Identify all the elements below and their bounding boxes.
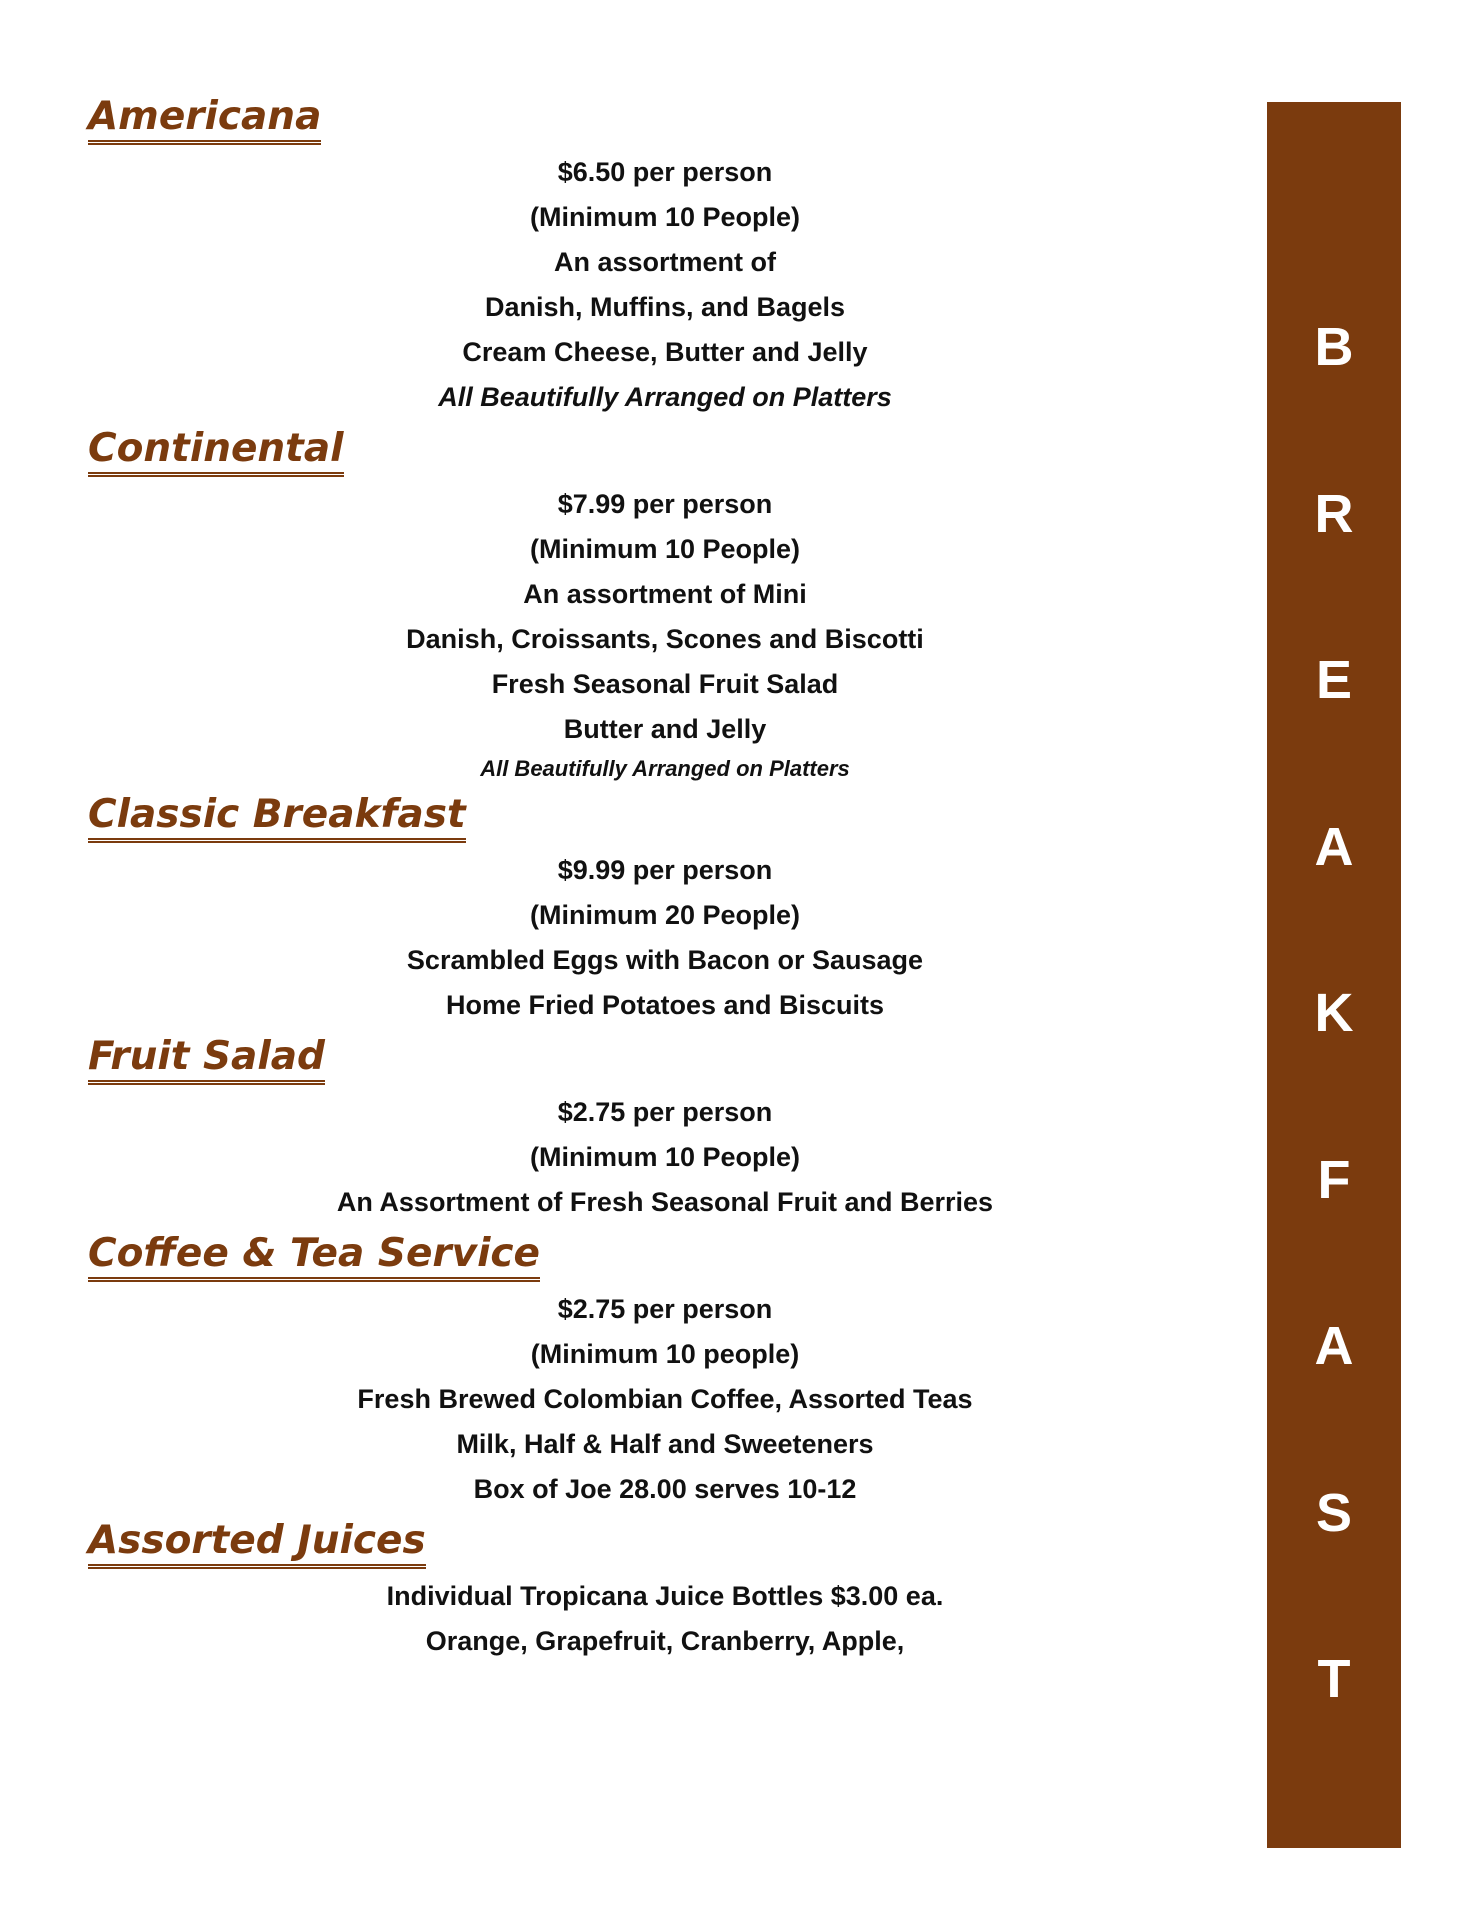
menu-line: Home Fried Potatoes and Biscuits xyxy=(445,990,885,1020)
menu-line: Milk, Half & Half and Sweeteners xyxy=(456,1429,874,1459)
sidebar-letter: R xyxy=(1314,484,1354,544)
menu-line: $2.75 per person xyxy=(557,1294,773,1324)
menu-line: $9.99 per person xyxy=(557,855,773,885)
section-title: Continental xyxy=(88,426,344,477)
section-continental xyxy=(88,426,1238,786)
section-classic-breakfast xyxy=(88,792,1238,1028)
section-lines xyxy=(0,482,1150,786)
menu-line: (Minimum 10 people) xyxy=(530,1339,800,1369)
sidebar-letter: E xyxy=(1315,650,1353,710)
sidebar-letter: K xyxy=(1314,983,1354,1043)
sidebar-letter: S xyxy=(1315,1483,1353,1543)
menu-line: Orange, Grapefruit, Cranberry, Apple, xyxy=(425,1626,905,1656)
sidebar-letter: B xyxy=(1314,317,1354,377)
breakfast-sidebar xyxy=(1267,102,1401,1848)
section-assorted-juices xyxy=(88,1518,1238,1664)
menu-line: Butter and Jelly xyxy=(563,714,767,744)
section-title: Coffee & Tea Service xyxy=(88,1231,540,1282)
menu-line: An assortment of xyxy=(553,247,777,277)
menu-line: Fresh Seasonal Fruit Salad xyxy=(491,669,839,699)
menu-line: Cream Cheese, Butter and Jelly xyxy=(462,337,868,367)
menu-content xyxy=(88,94,1238,1670)
menu-line: All Beautifully Arranged on Platters xyxy=(480,756,850,781)
menu-line: $7.99 per person xyxy=(557,489,773,519)
section-fruit-salad xyxy=(88,1034,1238,1225)
section-title: Americana xyxy=(88,94,321,145)
section-americana xyxy=(88,94,1238,420)
section-title: Classic Breakfast xyxy=(88,792,466,843)
menu-line: (Minimum 10 People) xyxy=(529,202,801,232)
menu-line: $2.75 per person xyxy=(557,1097,773,1127)
section-lines xyxy=(0,848,1150,1028)
section-lines xyxy=(0,1090,1150,1225)
menu-line: An assortment of Mini xyxy=(523,579,807,609)
section-title: Assorted Juices xyxy=(88,1518,426,1569)
menu-line: Individual Tropicana Juice Bottles $3.00 ea. xyxy=(386,1581,944,1611)
menu-line: (Minimum 20 People) xyxy=(529,900,801,930)
sidebar-letter: T xyxy=(1317,1649,1351,1709)
menu-line: Danish, Croissants, Scones and Biscotti xyxy=(406,624,924,654)
menu-line: (Minimum 10 People) xyxy=(529,1142,801,1172)
menu-line: $6.50 per person xyxy=(557,157,773,187)
sidebar-letter: A xyxy=(1314,1316,1354,1376)
menu-line: An Assortment of Fresh Seasonal Fruit and Berries xyxy=(336,1187,994,1217)
sidebar-letter: F xyxy=(1317,1150,1351,1210)
menu-line: Box of Joe 28.00 serves 10-12 xyxy=(473,1474,857,1504)
menu-line: Scrambled Eggs with Bacon or Sausage xyxy=(406,945,924,975)
section-lines xyxy=(0,1287,1150,1512)
menu-line: Fresh Brewed Colombian Coffee, Assorted Teas xyxy=(357,1384,973,1414)
section-lines xyxy=(0,150,1150,420)
section-title: Fruit Salad xyxy=(88,1034,325,1085)
menu-line: (Minimum 10 People) xyxy=(529,534,801,564)
sidebar-letter: A xyxy=(1314,817,1354,877)
section-coffee-tea xyxy=(88,1231,1238,1512)
menu-line: All Beautifully Arranged on Platters xyxy=(438,382,892,412)
section-lines xyxy=(0,1574,1150,1664)
menu-line: Danish, Muffins, and Bagels xyxy=(484,292,846,322)
